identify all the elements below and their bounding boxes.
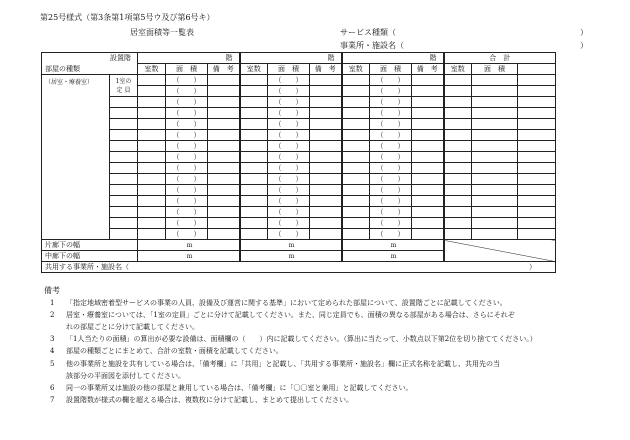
remarks-cell[interactable] [208,75,240,86]
area-cell[interactable]: （ ） [370,152,412,163]
total-rooms-cell[interactable] [444,108,472,119]
total-area-cell[interactable] [472,86,518,97]
remarks-cell[interactable] [310,86,342,97]
note-number: 5 [50,359,55,368]
area-cell[interactable]: （ ） [370,108,412,119]
remarks-cell[interactable] [208,152,240,163]
total-rooms-cell[interactable] [444,130,472,141]
capacity-cell[interactable] [110,97,138,108]
total-area-cell[interactable] [472,97,518,108]
shared-facility-cell[interactable] [42,262,556,273]
area-cell[interactable]: （ ） [370,185,412,196]
shared-facility-row [42,262,556,273]
capacity-label-cell [110,75,138,97]
total-rooms-cell[interactable] [444,163,472,174]
total-remarks-cell[interactable] [518,141,556,152]
total-rooms-cell[interactable] [444,86,472,97]
area-cell[interactable]: （ ） [268,174,310,185]
total-remarks-cell[interactable] [518,119,556,130]
remarks-cell[interactable] [208,185,240,196]
area-cell[interactable]: （ ） [166,196,208,207]
total-remarks-cell[interactable] [518,97,556,108]
area-cell[interactable]: （ ） [166,185,208,196]
note-item [50,312,515,319]
remarks-cell[interactable] [412,119,444,130]
rooms-cell[interactable] [342,119,370,130]
total-remarks-cell[interactable] [518,108,556,119]
remarks-cell[interactable] [208,207,240,218]
table-row [42,119,556,130]
floor-3-header: 階 [342,53,444,64]
rooms-cell[interactable] [138,130,166,141]
note-item [50,385,413,392]
area-cell[interactable]: （ ） [370,130,412,141]
total-area-cell[interactable] [472,174,518,185]
remarks-cell[interactable] [412,152,444,163]
corridor-width-cell[interactable]: m [138,240,240,251]
remarks-cell[interactable] [412,75,444,86]
total-rooms-cell[interactable] [444,119,472,130]
corridor-one-side-row-label: 片廊下の幅 [42,240,138,251]
total-rooms-cell[interactable] [444,196,472,207]
room-area-table [41,52,556,273]
area-cell[interactable]: （ ） [166,141,208,152]
capacity-cell[interactable] [110,130,138,141]
col-remarks: 備 考 [310,64,342,75]
rooms-cell[interactable] [138,185,166,196]
remarks-cell[interactable] [208,86,240,97]
total-area-cell[interactable] [472,163,518,174]
corridor-width-cell[interactable]: m [240,251,342,262]
area-cell[interactable]: （ ） [268,218,310,229]
table-row [42,229,556,240]
total-rooms-cell[interactable] [444,141,472,152]
col-rooms: 室数 [240,64,268,75]
area-cell[interactable]: （ ） [166,75,208,86]
capacity-label-2: 定 員 [116,86,131,94]
area-cell[interactable]: （ ） [166,218,208,229]
total-area-cell[interactable] [472,75,518,86]
total-remarks-cell[interactable] [518,86,556,97]
remarks-cell[interactable] [208,229,240,240]
total-rooms-cell[interactable] [444,75,472,86]
area-cell[interactable]: （ ） [166,174,208,185]
corridor-width-cell[interactable]: m [342,251,444,262]
remarks-cell[interactable] [208,141,240,152]
col-rooms: 室数 [138,64,166,75]
capacity-cell[interactable] [110,119,138,130]
note-item [50,324,199,331]
rooms-cell[interactable] [138,218,166,229]
area-cell[interactable]: （ ） [166,152,208,163]
area-cell[interactable]: （ ） [370,141,412,152]
rooms-cell[interactable] [138,119,166,130]
total-remarks-cell[interactable] [518,174,556,185]
area-cell[interactable]: （ ） [370,174,412,185]
remarks-cell[interactable] [310,218,342,229]
rooms-cell[interactable] [240,185,268,196]
area-cell[interactable]: （ ） [370,163,412,174]
rooms-cell[interactable] [342,75,370,86]
area-cell[interactable]: （ ） [166,86,208,97]
floor-2-header: 階 [240,53,342,64]
capacity-cell[interactable] [110,218,138,229]
area-cell[interactable]: （ ） [166,163,208,174]
table-row [42,108,556,119]
area-cell[interactable]: （ ） [370,196,412,207]
corridor-middle-row-label: 中廊下の幅 [42,251,138,262]
remarks-cell[interactable] [412,97,444,108]
area-cell[interactable]: （ ） [268,119,310,130]
table-row [42,185,556,196]
rooms-cell[interactable] [240,108,268,119]
area-cell[interactable]: （ ） [268,229,310,240]
area-cell[interactable]: （ ） [268,141,310,152]
rooms-cell[interactable] [240,218,268,229]
rooms-cell[interactable] [342,108,370,119]
col-area: 面 積 [166,64,208,75]
corridor-one-side-row [42,240,556,251]
note-number: 2 [50,311,55,320]
capacity-cell[interactable] [110,185,138,196]
room-type-cell: （居室・療養室） [42,75,110,240]
total-remarks-cell[interactable] [518,152,556,163]
total-corridor-diagonal [444,240,556,262]
area-cell[interactable]: （ ） [268,152,310,163]
rooms-cell[interactable] [138,75,166,86]
rooms-cell[interactable] [138,207,166,218]
floor-label: 設置階 [42,53,138,64]
table-row [42,75,556,86]
total-remarks-cell[interactable] [518,75,556,86]
remarks-cell[interactable] [310,185,342,196]
table-row [42,218,556,229]
remarks-cell[interactable] [412,218,444,229]
table-row [42,141,556,152]
rooms-cell[interactable] [138,196,166,207]
room-type-label: 部屋の種類 [42,64,138,75]
note-number: 7 [50,395,55,404]
area-cell[interactable]: （ ） [370,207,412,218]
note-item [50,348,283,355]
rooms-cell[interactable] [240,207,268,218]
rooms-cell[interactable] [342,207,370,218]
service-type-label: サービス種類（ [340,28,396,37]
remarks-cell[interactable] [208,163,240,174]
remarks-cell[interactable] [310,163,342,174]
rooms-cell[interactable] [342,218,370,229]
note-text: 同一の事業所又は施設の他の部屋と兼用している場合は、「備考欄」に「〇〇室と兼用」と記載してください。 [66,383,413,392]
total-header: 合 計 [444,53,556,64]
remarks-cell[interactable] [208,130,240,141]
col-area: 面 積 [472,64,518,75]
rooms-cell[interactable] [138,97,166,108]
remarks-cell[interactable] [310,196,342,207]
table-row [42,207,556,218]
total-rooms-cell[interactable] [444,97,472,108]
table-row [42,163,556,174]
rooms-cell[interactable] [240,152,268,163]
rooms-cell[interactable] [138,108,166,119]
total-rooms-cell[interactable] [444,207,472,218]
table-row [42,97,556,108]
service-type-close: ） [580,28,588,37]
floor-1-header: 階 [138,53,240,64]
remarks-cell[interactable] [208,119,240,130]
col-remarks: 備 考 [208,64,240,75]
rooms-cell[interactable] [342,163,370,174]
note-number: 3 [50,335,55,344]
area-cell[interactable]: （ ） [166,108,208,119]
rooms-cell[interactable] [138,141,166,152]
note-text: 居室・療養室については、「1室の定員」ごとに分けて記載してください。また、同じ定員でも、面積の異なる部屋がある場合は、さらにそれぞ [66,311,515,320]
capacity-cell[interactable] [110,207,138,218]
remarks-cell[interactable] [412,86,444,97]
area-cell[interactable]: （ ） [166,229,208,240]
note-text: れの部屋ごとに分けて記載してください。 [66,323,199,332]
area-cell[interactable]: （ ） [268,86,310,97]
rooms-cell[interactable] [240,75,268,86]
area-cell[interactable]: （ ） [268,196,310,207]
total-remarks-cell[interactable] [518,229,556,240]
area-cell[interactable]: （ ） [268,97,310,108]
area-cell[interactable]: （ ） [370,119,412,130]
rooms-cell[interactable] [342,152,370,163]
note-item [50,397,353,404]
note-item [50,300,507,307]
rooms-cell[interactable] [240,141,268,152]
rooms-cell[interactable] [240,119,268,130]
remarks-cell[interactable] [412,185,444,196]
note-item [50,336,537,343]
area-cell[interactable]: （ ） [268,163,310,174]
remarks-cell[interactable] [310,108,342,119]
note-number: 1 [50,299,55,307]
area-cell[interactable]: （ ） [268,75,310,86]
corridor-width-cell[interactable]: m [240,240,342,251]
rooms-cell[interactable] [138,163,166,174]
capacity-cell[interactable] [110,108,138,119]
corridor-width-cell[interactable]: m [138,251,240,262]
remarks-cell[interactable] [310,229,342,240]
total-area-cell[interactable] [472,196,518,207]
col-area: 面 積 [370,64,412,75]
area-cell[interactable]: （ ） [370,218,412,229]
rooms-cell[interactable] [240,229,268,240]
total-area-cell[interactable] [472,130,518,141]
rooms-cell[interactable] [240,97,268,108]
total-area-cell[interactable] [472,185,518,196]
remarks-cell[interactable] [412,108,444,119]
remarks-cell[interactable] [208,174,240,185]
total-rooms-cell[interactable] [444,174,472,185]
area-cell[interactable]: （ ） [166,97,208,108]
total-rooms-cell[interactable] [444,185,472,196]
remarks-cell[interactable] [208,218,240,229]
total-remarks-cell[interactable] [518,218,556,229]
area-cell[interactable]: （ ） [166,207,208,218]
capacity-cell[interactable] [110,152,138,163]
rooms-cell[interactable] [342,185,370,196]
notes-heading: 備考 [44,286,60,295]
note-text: 該部分の平面図を添付してください。 [66,371,185,380]
rooms-cell[interactable] [240,163,268,174]
rooms-cell[interactable] [342,86,370,97]
capacity-label-1: 1室の [115,77,132,85]
capacity-cell[interactable] [110,196,138,207]
rooms-cell[interactable] [240,130,268,141]
area-cell[interactable]: （ ） [268,207,310,218]
form-id: 第25号様式（第3条第1項第5号ウ及び第6号キ） [40,13,215,22]
area-cell[interactable]: （ ） [370,229,412,240]
rooms-cell[interactable] [240,174,268,185]
shared-facility-close: ） [529,263,536,271]
remarks-cell[interactable] [412,163,444,174]
rooms-cell[interactable] [240,86,268,97]
remarks-cell[interactable] [310,119,342,130]
remarks-cell[interactable] [412,141,444,152]
col-area: 面 積 [268,64,310,75]
area-cell[interactable]: （ ） [268,108,310,119]
table-row [42,130,556,141]
area-cell[interactable]: （ ） [268,130,310,141]
corridor-width-cell[interactable]: m [342,240,444,251]
remarks-cell[interactable] [310,207,342,218]
col-total-blank [518,64,556,75]
table-row [42,196,556,207]
remarks-cell[interactable] [208,97,240,108]
col-remarks: 備 考 [412,64,444,75]
rooms-cell[interactable] [138,86,166,97]
note-number: 6 [50,383,55,392]
capacity-cell[interactable] [110,229,138,240]
total-area-cell[interactable] [472,218,518,229]
note-text: 「1人当たりの面積」の算出が必要な設備は、面積欄の（ ）内に記載してください。（算出に当たって、小数点以下第2位を切り捨ててください。） [66,335,537,344]
remarks-cell[interactable] [412,207,444,218]
note-number: 4 [50,347,55,356]
remarks-cell[interactable] [310,152,342,163]
total-rooms-cell[interactable] [444,218,472,229]
rooms-cell[interactable] [138,174,166,185]
capacity-cell[interactable] [110,141,138,152]
note-text: 部屋の種類ごとにまとめて、合計の室数・面積を記載してください。 [66,347,283,356]
note-item [50,373,185,380]
total-remarks-cell[interactable] [518,130,556,141]
rooms-cell[interactable] [342,174,370,185]
rooms-cell[interactable] [342,97,370,108]
area-cell[interactable]: （ ） [370,86,412,97]
rooms-cell[interactable] [342,130,370,141]
facility-name-close: ） [580,41,588,50]
total-remarks-cell[interactable] [518,207,556,218]
total-remarks-cell[interactable] [518,196,556,207]
total-area-cell[interactable] [472,119,518,130]
note-text: 他の事業所と施設を共有している場合は、「備考欄」に「共用」と記載し、「共用する事業所・施設名」欄に正式名称を記載し、共用先の当 [66,359,500,368]
area-cell[interactable]: （ ） [370,97,412,108]
note-text: 「指定地域密着型サービスの事業の人員、設備及び運営に関する基準」において定められた部屋について、設置階ごとに記載してください。 [66,299,507,307]
total-area-cell[interactable] [472,108,518,119]
total-rooms-cell[interactable] [444,229,472,240]
remarks-cell[interactable] [310,97,342,108]
rooms-cell[interactable] [240,196,268,207]
facility-name-label: 事業所・施設名（ [340,41,404,50]
remarks-cell[interactable] [208,196,240,207]
rooms-cell[interactable] [342,196,370,207]
total-area-cell[interactable] [472,229,518,240]
remarks-cell[interactable] [412,174,444,185]
table-row [42,174,556,185]
total-remarks-cell[interactable] [518,185,556,196]
rooms-cell[interactable] [342,229,370,240]
remarks-cell[interactable] [412,196,444,207]
rooms-cell[interactable] [138,152,166,163]
area-cell[interactable]: （ ） [166,130,208,141]
total-area-cell[interactable] [472,152,518,163]
total-area-cell[interactable] [472,141,518,152]
rooms-cell[interactable] [342,141,370,152]
remarks-cell[interactable] [412,130,444,141]
total-rooms-cell[interactable] [444,152,472,163]
remarks-cell[interactable] [412,229,444,240]
area-cell[interactable]: （ ） [370,75,412,86]
rooms-cell[interactable] [138,229,166,240]
shared-facility-label: 共用する事業所・施設名（ [45,263,129,271]
col-rooms: 室数 [342,64,370,75]
capacity-cell[interactable] [110,174,138,185]
document-title: 居室面積等一覧表 [130,28,194,37]
remarks-cell[interactable] [310,174,342,185]
remarks-cell[interactable] [310,75,342,86]
area-cell[interactable]: （ ） [268,185,310,196]
col-rooms: 室数 [444,64,472,75]
area-cell[interactable]: （ ） [166,119,208,130]
note-text: 設置階数が様式の欄を超える場合は、複数枚に分けて記載し、まとめて提出してください。 [66,395,353,404]
total-area-cell[interactable] [472,207,518,218]
table-row [42,152,556,163]
capacity-cell[interactable] [110,163,138,174]
note-item [50,361,500,368]
remarks-cell[interactable] [310,141,342,152]
remarks-cell[interactable] [310,130,342,141]
total-remarks-cell[interactable] [518,163,556,174]
remarks-cell[interactable] [208,108,240,119]
